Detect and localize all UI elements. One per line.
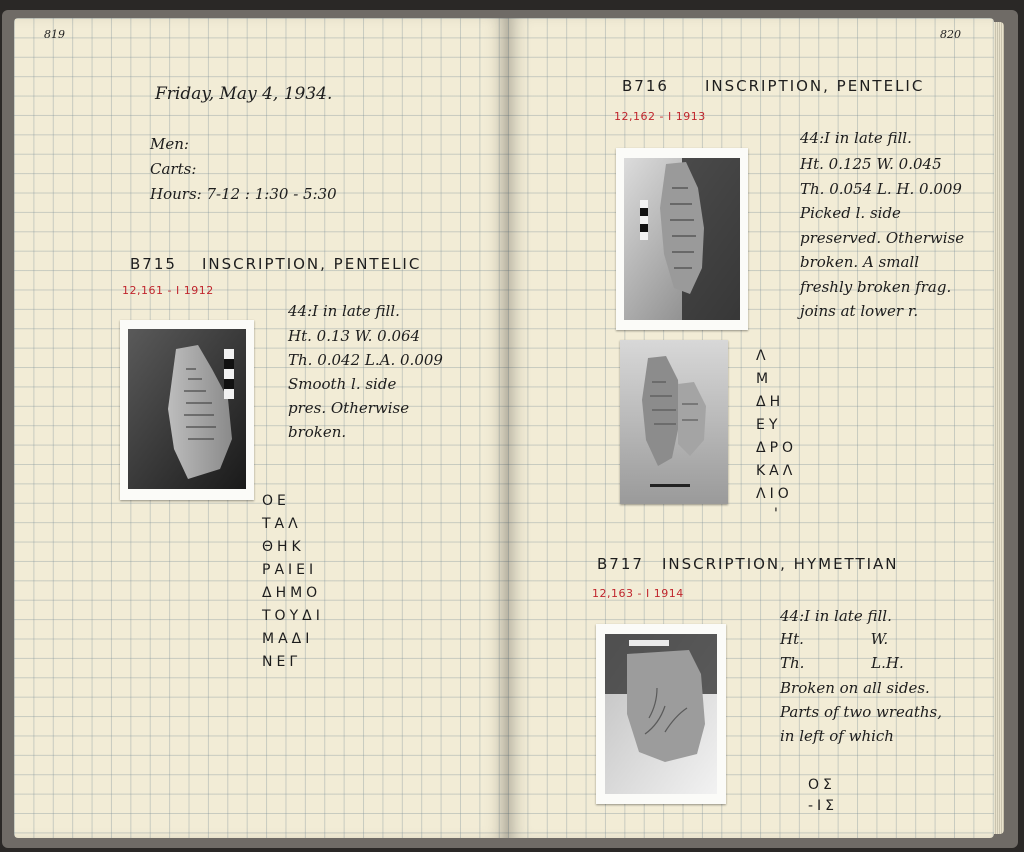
transcription-line: ΕΥ: [756, 417, 782, 433]
entry-title-b716: INSCRIPTION, PENTELIC: [705, 77, 925, 95]
note-line: Broken on all sides.: [780, 679, 930, 697]
transcription-line: ΔΗΜΟ: [262, 585, 322, 601]
inscription-fragment-image: [128, 329, 246, 489]
carts-label: Carts:: [150, 160, 197, 178]
inventory-b716: 12,162 - I 1913: [614, 110, 706, 123]
inventory-b717: 12,163 - I 1914: [592, 587, 684, 600]
note-line: Th. 0.054 L. H. 0.009: [800, 180, 962, 198]
hours-label: Hours: 7-12 : 1:30 - 5:30: [150, 185, 337, 203]
photo-b717: [596, 624, 726, 804]
entry-title-b717: INSCRIPTION, HYMETTIAN: [662, 555, 899, 573]
note-line: Ht. 0.13 W. 0.064: [288, 327, 421, 345]
transcription-line: Μ: [756, 371, 773, 387]
transcription-line: ΟΣ: [808, 777, 836, 793]
note-line: 44:I in late fill.: [800, 129, 912, 147]
note-line: Parts of two wreaths,: [780, 703, 943, 721]
transcription-line: ': [774, 506, 782, 522]
note-line: 44:I in late fill.: [288, 302, 400, 320]
transcription-line: ΘΗΚ: [262, 539, 305, 555]
note-line: pres. Otherwise: [288, 399, 410, 417]
note-line: in left of which: [780, 727, 894, 745]
transcription-line: ΝΕΓ: [262, 654, 302, 670]
entry-date: Friday, May 4, 1934.: [155, 84, 333, 104]
note-line: Th. 0.042 L.A. 0.009: [288, 351, 443, 369]
note-line: Th. L.H.: [780, 654, 904, 672]
inscription-fragment-image: [624, 158, 740, 320]
inventory-b715: 12,161 - I 1912: [122, 284, 214, 297]
transcription-line: ΔΗ: [756, 394, 785, 410]
transcription-line: -ΙΣ: [808, 798, 839, 814]
note-line: Ht. W.: [780, 630, 889, 648]
note-line: preserved. Otherwise: [800, 229, 965, 247]
note-line: broken.: [288, 423, 347, 441]
note-line: broken. A small: [800, 253, 920, 271]
transcription-line: ΔΡΟ: [756, 440, 798, 456]
left-page-number: 819: [44, 28, 65, 41]
photo-b716-front: [616, 148, 748, 330]
page-edges: [994, 22, 1004, 834]
left-page: [14, 18, 508, 838]
entry-number-b715: B715: [130, 255, 177, 273]
note-line: 44:I in late fill.: [780, 607, 892, 625]
entry-title-b715: INSCRIPTION, PENTELIC: [202, 255, 422, 273]
inscription-fragment-image: [605, 634, 717, 794]
entry-number-b716: B716: [622, 77, 669, 95]
transcription-line: ΤΑΛ: [262, 516, 302, 532]
right-page-number: 820: [940, 28, 961, 41]
note-line: Picked l. side: [800, 204, 901, 222]
transcription-line: ΚΑΛ: [756, 463, 797, 479]
transcription-line: ΛΙΟ: [756, 486, 793, 502]
entry-number-b717: B717: [597, 555, 644, 573]
photo-b716-joined: [620, 340, 728, 504]
transcription-line: Λ: [756, 348, 770, 364]
transcription-line: ΜΑΔΙ: [262, 631, 314, 647]
men-label: Men:: [150, 135, 189, 153]
note-line: Ht. 0.125 W. 0.045: [800, 155, 942, 173]
inscription-fragment-image: [620, 340, 728, 504]
note-line: Smooth l. side: [288, 375, 397, 393]
transcription-line: ΟΕ: [262, 493, 290, 509]
note-line: joins at lower r.: [800, 302, 919, 320]
transcription-line: ΤΟΥΔΙ: [262, 608, 324, 624]
photo-b715: [120, 320, 254, 500]
note-line: freshly broken frag.: [800, 278, 952, 296]
transcription-line: ΡΑΙΕΙ: [262, 562, 318, 578]
